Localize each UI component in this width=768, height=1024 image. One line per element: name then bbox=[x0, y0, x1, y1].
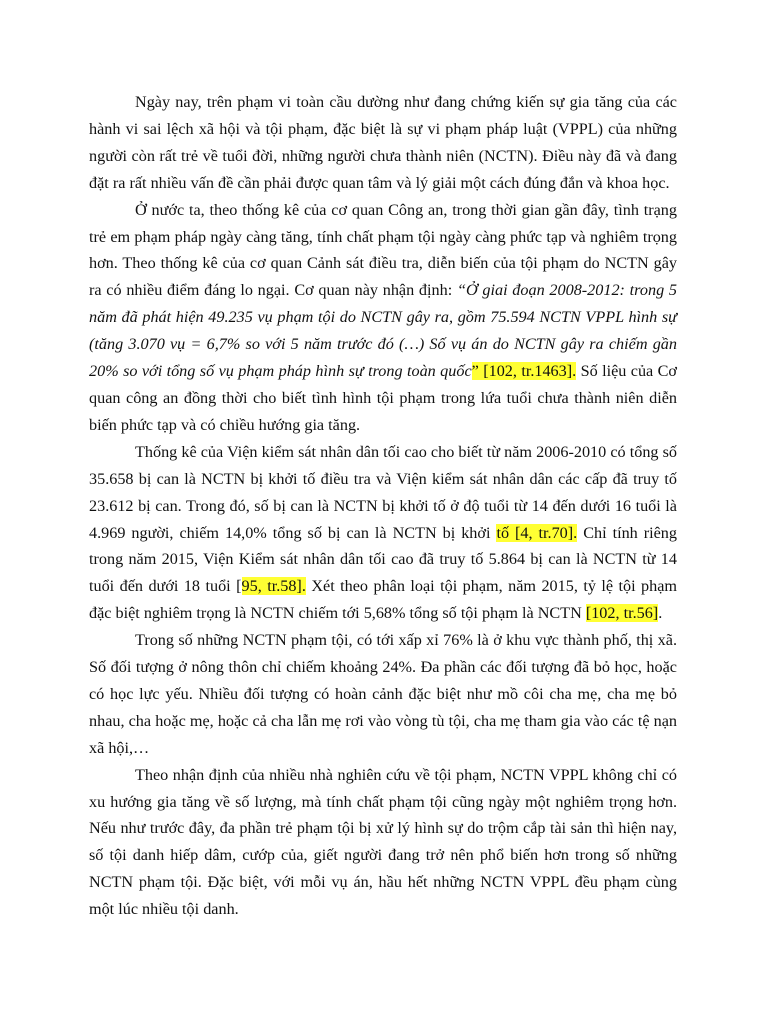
quotation: “Ở giai đoạn 2008-2012: trong 5 năm đã phát hiện 49.235 vụ phạm tội do NCTN gây ra, gồm 75.594 NCTN VPPL hình sự (tăng 3.070 vụ = 6,7% so với 5 năm trước đó (…) Số vụ án do NCTN gây ra chiếm gần 20% so với tổng số vụ phạm pháp hình sự trong toàn quốc bbox=[89, 281, 677, 381]
paragraph-police-statistics bbox=[89, 197, 677, 439]
paragraph-text: Chỉ tính riêng trong năm 2015, Viện Kiểm sát nhân dân tối cao đã truy tố 5.864 bị can là NCTN từ 14 tuổi đến dưới 18 tuổi [ bbox=[89, 523, 677, 596]
highlighted-citation: [102, tr.1463]. bbox=[478, 362, 577, 381]
paragraph-text: Thống kê của Viện kiểm sát nhân dân tối cao cho biết từ năm 2006-2010 có tổng số 35.658 bị can là NCTN bị khởi tố điều tra và Viện kiểm sát nhân dân các cấp đã truy tố 23.612 bị can. Trong đó, số bị can là NCTN bị khởi tố ở độ tuổi từ 14 đến dưới 16 tuổi là 4.969 người, chiếm 14,0% tổng số bị can là NCTN bị khởi bbox=[89, 442, 677, 542]
paragraph-text: Ở nước ta, theo thống kê của cơ quan Công an, trong thời gian gần đây, tình trạng trẻ em phạm pháp ngày càng tăng, tính chất phạm tội ngày càng phức tạp và nghiêm trọng hơn. Theo thống kê của cơ quan Cảnh sát điều tra, diễn biến của tội phạm do NCTN gây ra có nhiều điểm đáng lo ngại. Cơ quan này nhận định: bbox=[89, 200, 677, 300]
paragraph-text: . bbox=[658, 604, 663, 623]
highlighted-quote-end: ” bbox=[471, 362, 479, 381]
paragraph-offender-profile: Trong số những NCTN phạm tội, có tới xấp xỉ 76% là ở khu vực thành phố, thị xã. Số đối tượng ở nông thôn chỉ chiếm khoảng 24%. Đa phần các đối tượng đã bỏ học, hoặc có học lực yếu. Nhiều đối tượng có hoàn cảnh đặc biệt như mồ côi cha mẹ, cha mẹ bỏ nhau, cha hoặc mẹ, hoặc cả cha lẫn mẹ rơi vào vòng tù tội, cha mẹ tham gia vào các tệ nạn xã hội,… bbox=[89, 631, 677, 757]
paragraph-crime-trends: Theo nhận định của nhiều nhà nghiên cứu về tội phạm, NCTN VPPL không chỉ có xu hướng gia tăng về số lượng, mà tính chất phạm tội cũng ngày một nghiêm trọng hơn. Nếu như trước đây, đa phần trẻ phạm tội bị xử lý hình sự do trộm cắp tài sản thì hiện nay, số tội danh hiếp dâm, cướp của, giết người đang trở nên phổ biến hơn trong số những NCTN phạm tội. Đặc biệt, với mỗi vụ án, hầu hết những NCTN VPPL đều phạm cùng một lúc nhiều tội danh. bbox=[89, 765, 677, 919]
document-page bbox=[89, 89, 677, 923]
highlighted-citation: 95, tr.58]. bbox=[241, 577, 306, 596]
paragraph-text: Xét theo phân loại tội phạm, năm 2015, tỷ lệ tội phạm đặc biệt nghiêm trọng là NCTN chiếm tới 5,68% tổng số tội phạm là NCTN bbox=[89, 577, 677, 623]
paragraph-text: Số liệu của Cơ quan công an đồng thời cho biết tình hình tội phạm trong lứa tuổi chưa thành niên diễn biến phức tạp và có chiều hướng gia tăng. bbox=[89, 362, 677, 434]
highlighted-citation: tố [4, tr.70]. bbox=[496, 523, 578, 542]
paragraph-procuracy-statistics bbox=[89, 439, 677, 627]
highlighted-citation: [102, tr.56] bbox=[585, 604, 659, 623]
paragraph-intro: Ngày nay, trên phạm vi toàn cầu dường như đang chứng kiến sự gia tăng của các hành vi sai lệch xã hội và tội phạm, đặc biệt là sự vi phạm pháp luật (VPPL) của những người còn rất trẻ về tuổi đời, những người chưa thành niên (NCTN). Điều này đã và đang đặt ra rất nhiều vấn đề cần phải được quan tâm và lý giải một cách đúng đắn và khoa học. bbox=[89, 93, 677, 192]
